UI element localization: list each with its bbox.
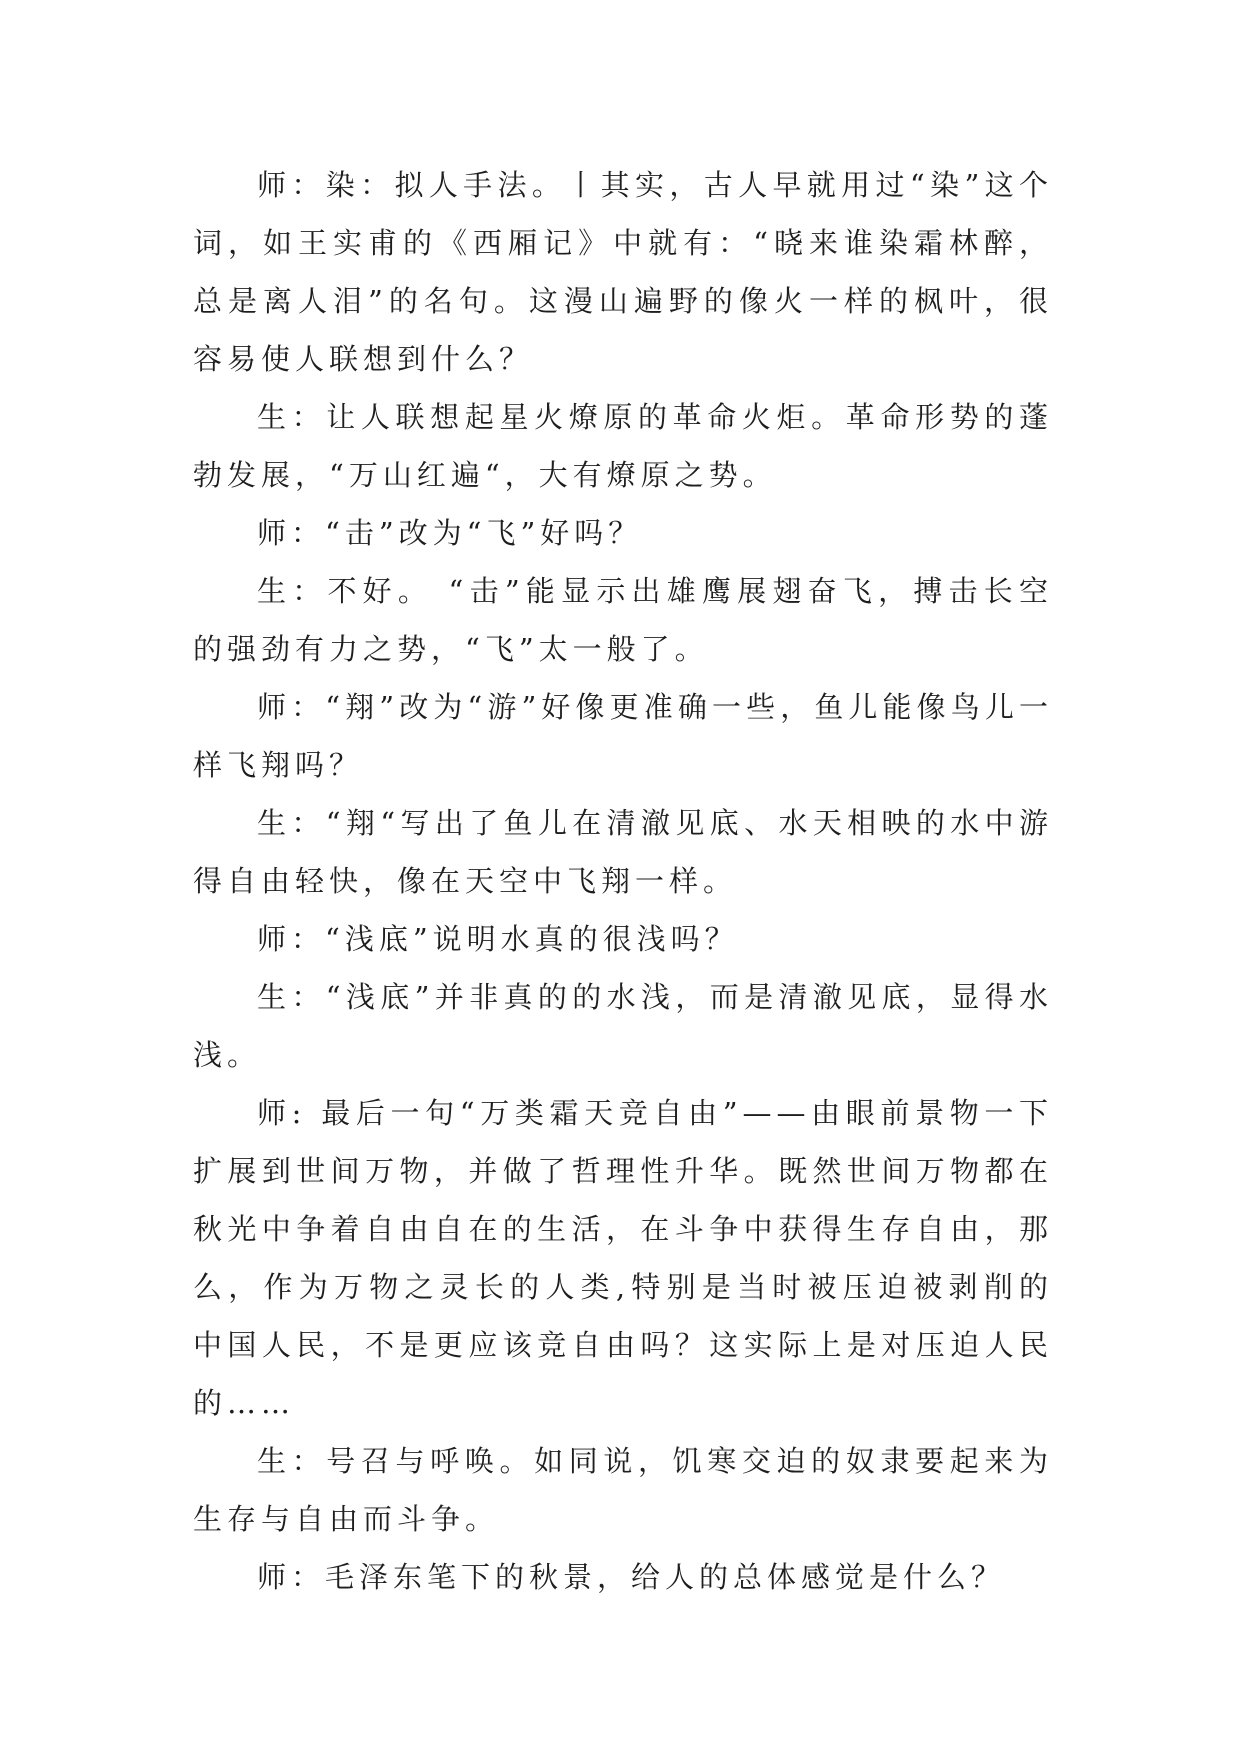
paragraph: 师：“浅底”说明水真的很浅吗？ bbox=[257, 922, 739, 956]
paragraph: 师: 最后一句“万类霜天竞自由”——由眼前景物一下扩展到世间万物，并做了哲理性升华。既然世间万物都在秋光中争着自由自在的生活，在斗争中获得生存自由，那么，作为万物之灵长的人类,特别是当时被压迫被剥削的中国人民，不是更应该竞自由吗？这实际上是对压迫人民的…… bbox=[193, 1096, 1053, 1420]
paragraph: 生：不好。 “击”能显示出雄鹰展翅奋飞，搏击长空的强劲有力之势，“飞”太一般了。 bbox=[193, 574, 1053, 666]
paragraph: 生：让人联想起星火燎原的革命火炬。革命形势的蓬勃发展，“万山红遍“，大有燎原之势。 bbox=[193, 400, 1053, 492]
document-body bbox=[193, 156, 1053, 1606]
paragraph: 生：号召与呼唤。如同说，饥寒交迫的奴隶要起来为生存与自由而斗争。 bbox=[193, 1444, 1053, 1536]
paragraph: 师：染：拟人手法。丨其实，古人早就用过“染”这个词，如王实甫的《西厢记》中就有：“晓来谁染霜林醉，总是离人泪”的名句。这漫山遍野的像火一样的枫叶，很容易使人联想到什么？ bbox=[193, 168, 1053, 376]
paragraph: 师：毛泽东笔下的秋景，给人的总体感觉是什么？ bbox=[257, 1560, 1006, 1594]
paragraph: 生：“翔“写出了鱼儿在清澈见底、水天相映的水中游得自由轻快，像在天空中飞翔一样。 bbox=[193, 806, 1053, 898]
paragraph: 师：“击”改为“飞”好吗？ bbox=[257, 516, 643, 550]
paragraph: 师：“翔”改为“游”好像更准确一些，鱼儿能像鸟儿一样飞翔吗？ bbox=[193, 690, 1053, 782]
paragraph: 生：“浅底”并非真的的水浅，而是清澈见底，显得水浅。 bbox=[193, 980, 1053, 1072]
